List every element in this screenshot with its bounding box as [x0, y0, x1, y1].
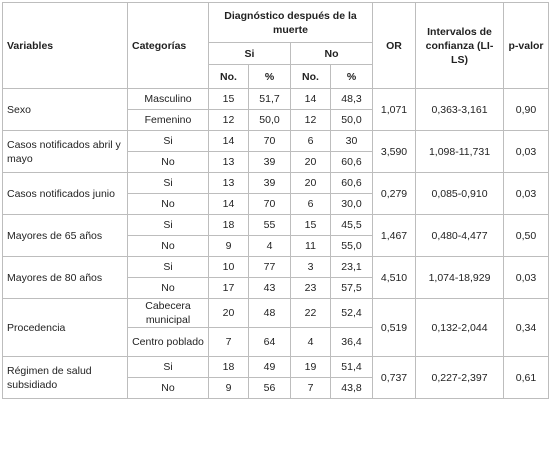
category-cell: Si — [128, 357, 209, 378]
si-count-cell: 12 — [209, 110, 249, 131]
si-pct-cell: 4 — [249, 236, 291, 257]
no-pct-cell: 48,3 — [331, 89, 373, 110]
no-count-cell: 7 — [291, 378, 331, 399]
category-cell: Centro poblado — [128, 328, 209, 357]
table-row — [3, 89, 549, 110]
si-pct-cell: 64 — [249, 328, 291, 357]
header-intervalos: Intervalos de confianza (LI-LS) — [416, 3, 504, 89]
category-cell: No — [128, 236, 209, 257]
table-row — [3, 131, 549, 152]
header-no-count: No. — [291, 65, 331, 89]
si-pct-cell: 70 — [249, 194, 291, 215]
no-pct-cell: 36,4 — [331, 328, 373, 357]
no-pct-cell: 51,4 — [331, 357, 373, 378]
pvalue-cell: 0,50 — [504, 215, 549, 257]
ci-cell: 0,363-3,161 — [416, 89, 504, 131]
no-count-cell: 19 — [291, 357, 331, 378]
header-diagnostico: Diagnóstico después de la muerte — [209, 3, 373, 43]
ci-cell: 0,132-2,044 — [416, 299, 504, 357]
pvalue-cell: 0,34 — [504, 299, 549, 357]
no-count-cell: 4 — [291, 328, 331, 357]
si-pct-cell: 49 — [249, 357, 291, 378]
si-count-cell: 9 — [209, 236, 249, 257]
header-pvalor: p-valor — [504, 3, 549, 89]
header-si-count: No. — [209, 65, 249, 89]
category-cell: Si — [128, 215, 209, 236]
or-cell: 3,590 — [373, 131, 416, 173]
header-si-pct: % — [249, 65, 291, 89]
pvalue-cell: 0,03 — [504, 131, 549, 173]
si-count-cell: 17 — [209, 278, 249, 299]
si-pct-cell: 39 — [249, 152, 291, 173]
or-cell: 4,510 — [373, 257, 416, 299]
no-count-cell: 23 — [291, 278, 331, 299]
no-count-cell: 11 — [291, 236, 331, 257]
ci-cell: 1,098-11,731 — [416, 131, 504, 173]
table-row — [3, 173, 549, 194]
variable-cell: Casos notificados abril y mayo — [3, 131, 128, 173]
category-cell: No — [128, 278, 209, 299]
si-pct-cell: 51,7 — [249, 89, 291, 110]
si-count-cell: 9 — [209, 378, 249, 399]
si-count-cell: 10 — [209, 257, 249, 278]
category-cell: No — [128, 194, 209, 215]
no-count-cell: 20 — [291, 173, 331, 194]
si-pct-cell: 43 — [249, 278, 291, 299]
no-count-cell: 20 — [291, 152, 331, 173]
pvalue-cell: 0,61 — [504, 357, 549, 399]
category-cell: Si — [128, 173, 209, 194]
pvalue-cell: 0,90 — [504, 89, 549, 131]
si-count-cell: 7 — [209, 328, 249, 357]
si-count-cell: 20 — [209, 299, 249, 328]
no-pct-cell: 43,8 — [331, 378, 373, 399]
or-cell: 0,279 — [373, 173, 416, 215]
no-pct-cell: 60,6 — [331, 173, 373, 194]
ci-cell: 0,227-2,397 — [416, 357, 504, 399]
category-cell: Femenino — [128, 110, 209, 131]
table-row — [3, 357, 549, 378]
no-count-cell: 22 — [291, 299, 331, 328]
si-count-cell: 18 — [209, 215, 249, 236]
si-count-cell: 13 — [209, 152, 249, 173]
no-pct-cell: 45,5 — [331, 215, 373, 236]
variable-cell: Procedencia — [3, 299, 128, 357]
results-table — [2, 2, 549, 399]
category-cell: Si — [128, 257, 209, 278]
si-pct-cell: 55 — [249, 215, 291, 236]
header-or: OR — [373, 3, 416, 89]
header-no-pct: % — [331, 65, 373, 89]
no-pct-cell: 50,0 — [331, 110, 373, 131]
variable-cell: Régimen de salud subsidiado — [3, 357, 128, 399]
ci-cell: 1,074-18,929 — [416, 257, 504, 299]
or-cell: 0,737 — [373, 357, 416, 399]
si-pct-cell: 56 — [249, 378, 291, 399]
no-count-cell: 15 — [291, 215, 331, 236]
si-count-cell: 13 — [209, 173, 249, 194]
si-pct-cell: 39 — [249, 173, 291, 194]
header-no: No — [291, 43, 373, 65]
si-pct-cell: 70 — [249, 131, 291, 152]
ci-cell: 0,085-0,910 — [416, 173, 504, 215]
no-count-cell: 12 — [291, 110, 331, 131]
or-cell: 0,519 — [373, 299, 416, 357]
or-cell: 1,467 — [373, 215, 416, 257]
header-categorias: Categorías — [128, 3, 209, 89]
si-count-cell: 15 — [209, 89, 249, 110]
no-pct-cell: 30,0 — [331, 194, 373, 215]
category-cell: Si — [128, 131, 209, 152]
variable-cell: Mayores de 65 años — [3, 215, 128, 257]
variable-cell: Mayores de 80 años — [3, 257, 128, 299]
no-pct-cell: 30 — [331, 131, 373, 152]
no-pct-cell: 60,6 — [331, 152, 373, 173]
si-pct-cell: 50,0 — [249, 110, 291, 131]
category-cell: No — [128, 378, 209, 399]
no-count-cell: 6 — [291, 131, 331, 152]
table-row — [3, 257, 549, 278]
si-count-cell: 14 — [209, 131, 249, 152]
si-pct-cell: 48 — [249, 299, 291, 328]
or-cell: 1,071 — [373, 89, 416, 131]
table-row — [3, 299, 549, 328]
variable-cell: Casos notificados junio — [3, 173, 128, 215]
no-pct-cell: 23,1 — [331, 257, 373, 278]
category-cell: Masculino — [128, 89, 209, 110]
no-pct-cell: 57,5 — [331, 278, 373, 299]
ci-cell: 0,480-4,477 — [416, 215, 504, 257]
category-cell: Cabecera municipal — [128, 299, 209, 328]
si-pct-cell: 77 — [249, 257, 291, 278]
si-count-cell: 14 — [209, 194, 249, 215]
si-count-cell: 18 — [209, 357, 249, 378]
table-row — [3, 215, 549, 236]
no-count-cell: 6 — [291, 194, 331, 215]
no-count-cell: 3 — [291, 257, 331, 278]
category-cell: No — [128, 152, 209, 173]
header-si: Si — [209, 43, 291, 65]
no-pct-cell: 52,4 — [331, 299, 373, 328]
pvalue-cell: 0,03 — [504, 173, 549, 215]
pvalue-cell: 0,03 — [504, 257, 549, 299]
no-pct-cell: 55,0 — [331, 236, 373, 257]
header-variables: Variables — [3, 3, 128, 89]
variable-cell: Sexo — [3, 89, 128, 131]
no-count-cell: 14 — [291, 89, 331, 110]
